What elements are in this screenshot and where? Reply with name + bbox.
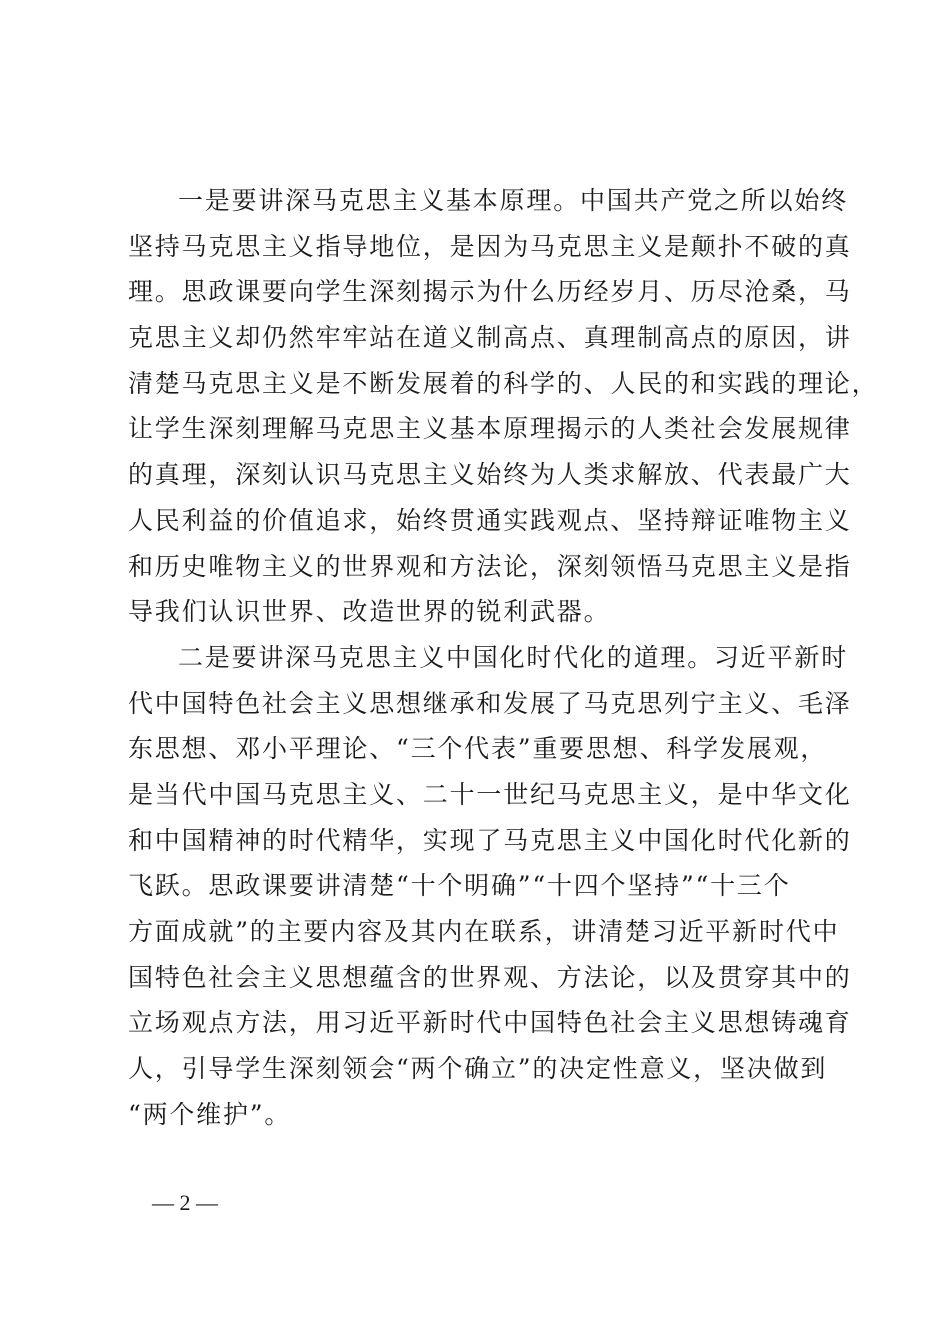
text-line: 克思主义却仍然牢牢站在道义制高点、真理制高点的原因，讲: [128, 323, 852, 353]
text-line: 让学生深刻理解马克思主义基本原理揭示的人类社会发展规律: [128, 414, 852, 444]
text-line: 清楚马克思主义是不断发展着的科学的、人民的和实践的理论，: [128, 368, 879, 398]
text-line: 代中国特色社会主义思想继承和发展了马克思列宁主义、毛泽: [128, 688, 852, 718]
text-line: 二是要讲深马克思主义中国化时代化的道理。习近平新时: [178, 642, 849, 672]
page-number: — 2 —: [152, 1190, 218, 1215]
text-line: 和历史唯物主义的世界观和方法论，深刻领悟马克思主义是指: [128, 551, 852, 581]
text-line: 的真理，深刻认识马克思主义始终为人类求解放、代表最广大: [128, 460, 852, 490]
text-line: 方面成就”的主要内容及其内在联系，讲清楚习近平新时代中: [128, 917, 840, 946]
text-line: 导我们认识世界、改造世界的锐利武器。: [128, 597, 611, 627]
document-body: [128, 178, 879, 1137]
text-line: 坚持马克思主义指导地位，是因为马克思主义是颠扑不破的真: [128, 231, 852, 261]
text-line: 是当代中国马克思主义、二十一世纪马克思主义，是中华文化: [128, 779, 852, 809]
text-line: 飞跃。思政课要讲清楚“十个明确”“十四个坚持”“十三个: [128, 871, 791, 901]
text-line: 国特色社会主义思想蕴含的世界观、方法论，以及贯穿其中的: [128, 962, 852, 992]
text-line: 人，引导学生深刻领会“两个确立”的决定性意义，坚决做到: [128, 1054, 828, 1084]
text-line: 一是要讲深马克思主义基本原理。中国共产党之所以始终: [178, 186, 849, 215]
text-line: 立场观点方法，用习近平新时代中国特色社会主义思想铸魂育: [128, 1008, 852, 1038]
text-line: 东思想、邓小平理论、“三个代表”重要思想、科学发展观，: [128, 734, 828, 764]
text-line: 和中国精神的时代精华，实现了马克思主义中国化时代化新的: [128, 825, 852, 855]
text-line: 理。思政课要向学生深刻揭示为什么历经岁月、历尽沧桑，马: [128, 277, 852, 307]
text-line: “两个维护”。: [128, 1099, 292, 1129]
paragraph-2: [128, 635, 852, 1138]
text-line: 人民利益的价值追求，始终贯通实践观点、坚持辩证唯物主义: [128, 505, 852, 535]
paragraph-1: [128, 178, 879, 635]
